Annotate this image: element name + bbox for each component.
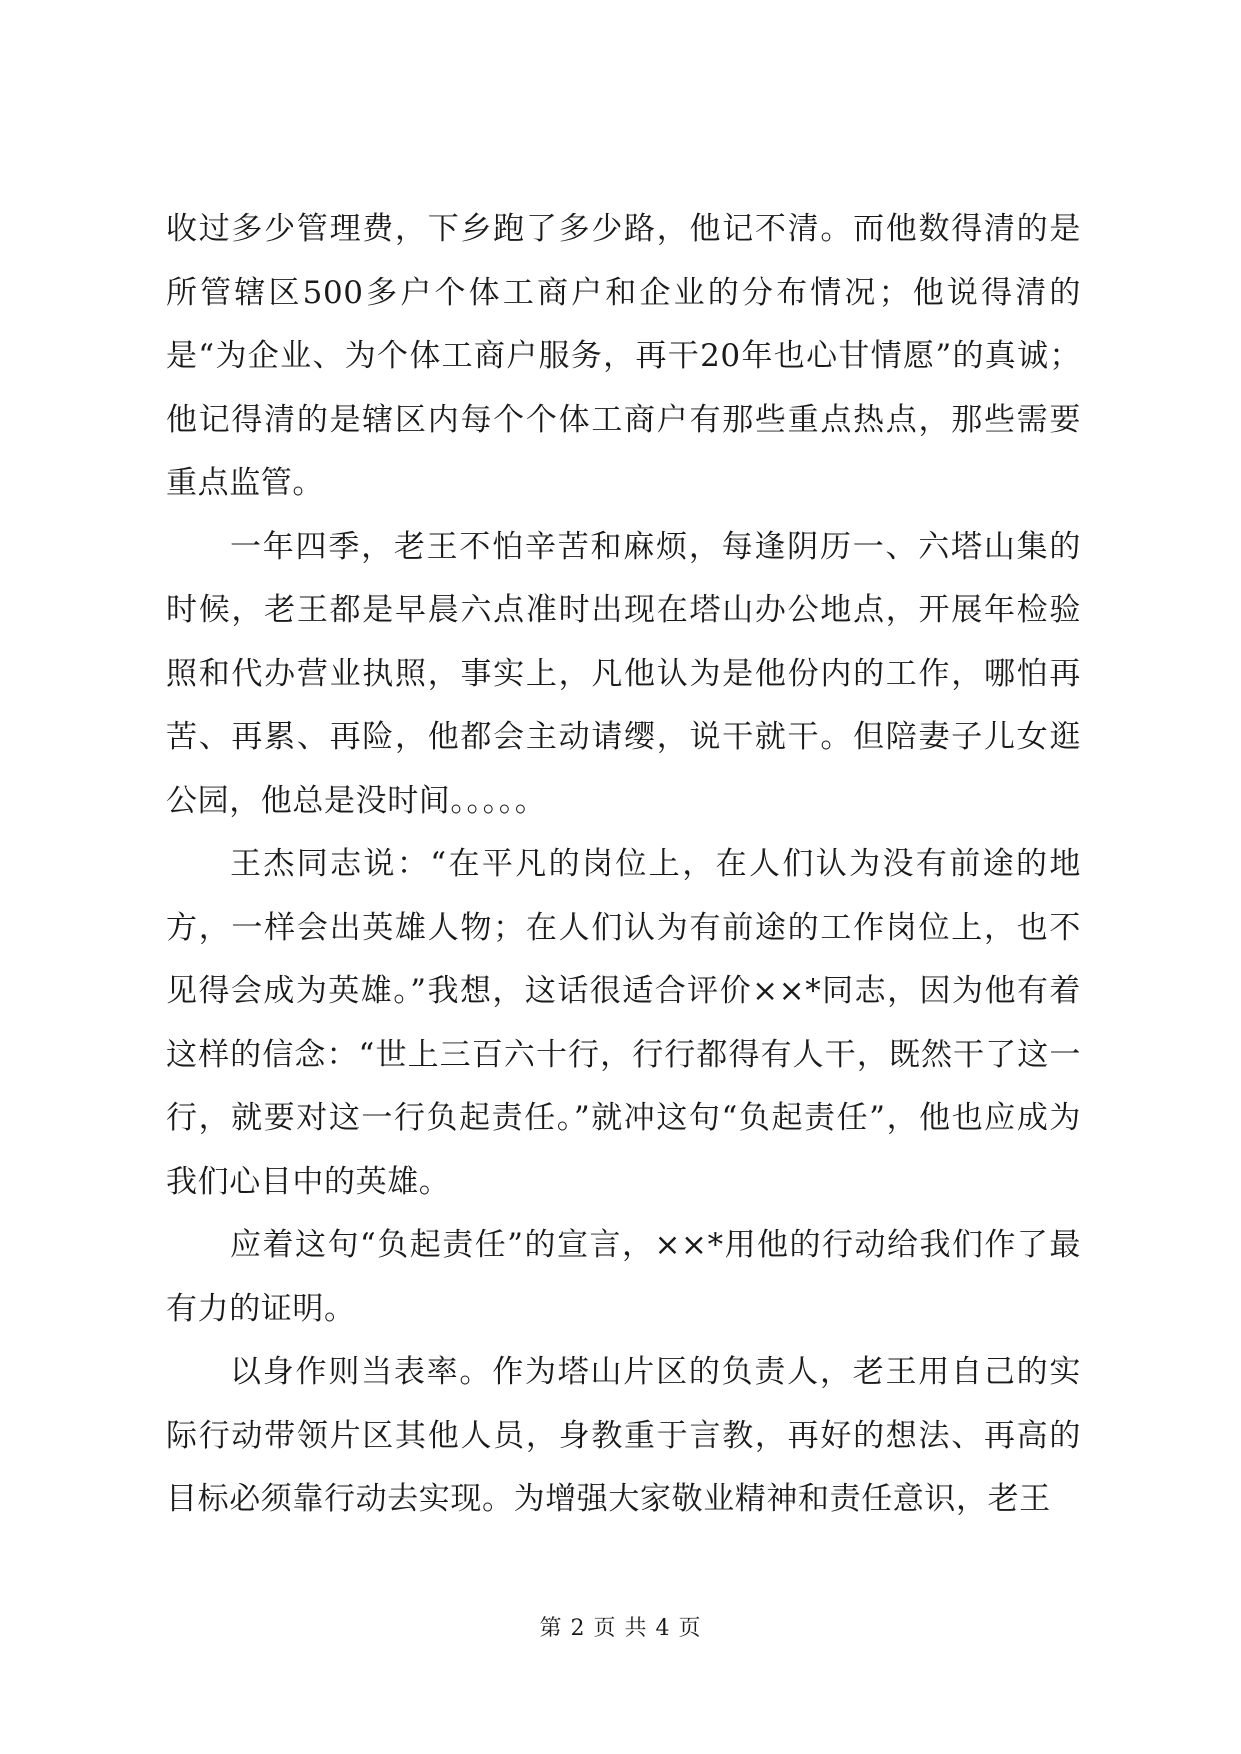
paragraph-four-seasons: 一年四季，老王不怕辛苦和麻烦，每逢阴历一、六塔山集的时候，老王都是早晨六点准时出现在塔山办公地点，开展年检验照和代办营业执照，事实上，凡他认为是他份内的工作，哪怕再苦、再累、再险，他都会主动请缨，说干就干。但陪妻子儿女逛公园，他总是没时间。。。。。	[166, 528, 1081, 819]
page-footer: 第 2 页 共 4 页	[539, 1616, 702, 1641]
paragraph-lead-by-example: 以身作则当表率。作为塔山片区的负责人，老王用自己的实际行动带领片区其他人员，身教重于言教，再好的想法、再高的目标必须靠行动去实现。为增强大家敬业精神和责任意识，老王	[166, 1354, 1081, 1517]
paragraph-wang-jie-quote: 王杰同志说：“在平凡的岗位上，在人们认为没有前途的地方，一样会出英雄人物；在人们认为有前途的工作岗位上，也不见得会成为英雄。”我想，这话很适合评价××*同志，因为他有着这样的信念：“世上三百六十行，行行都得有人干，既然干了这一行，就要对这一行负起责任。”就冲这句“负起责任”，他也应成为我们心目中的英雄。	[166, 846, 1081, 1200]
document-body	[166, 198, 1081, 1532]
paragraph-responsibility: 应着这句“负起责任”的宣言，××*用他的行动给我们作了最有力的证明。	[166, 1227, 1081, 1327]
paragraph-continuation: 收过多少管理费，下乡跑了多少路，他记不清。而他数得清的是所管辖区500多户个体工商户和企业的分布情况；他说得清的是“为企业、为个体工商户服务，再干20年也心甘情愿”的真诚；他记得清的是辖区内每个个体工商户有那些重点热点，那些需要重点监管。	[166, 211, 1081, 501]
